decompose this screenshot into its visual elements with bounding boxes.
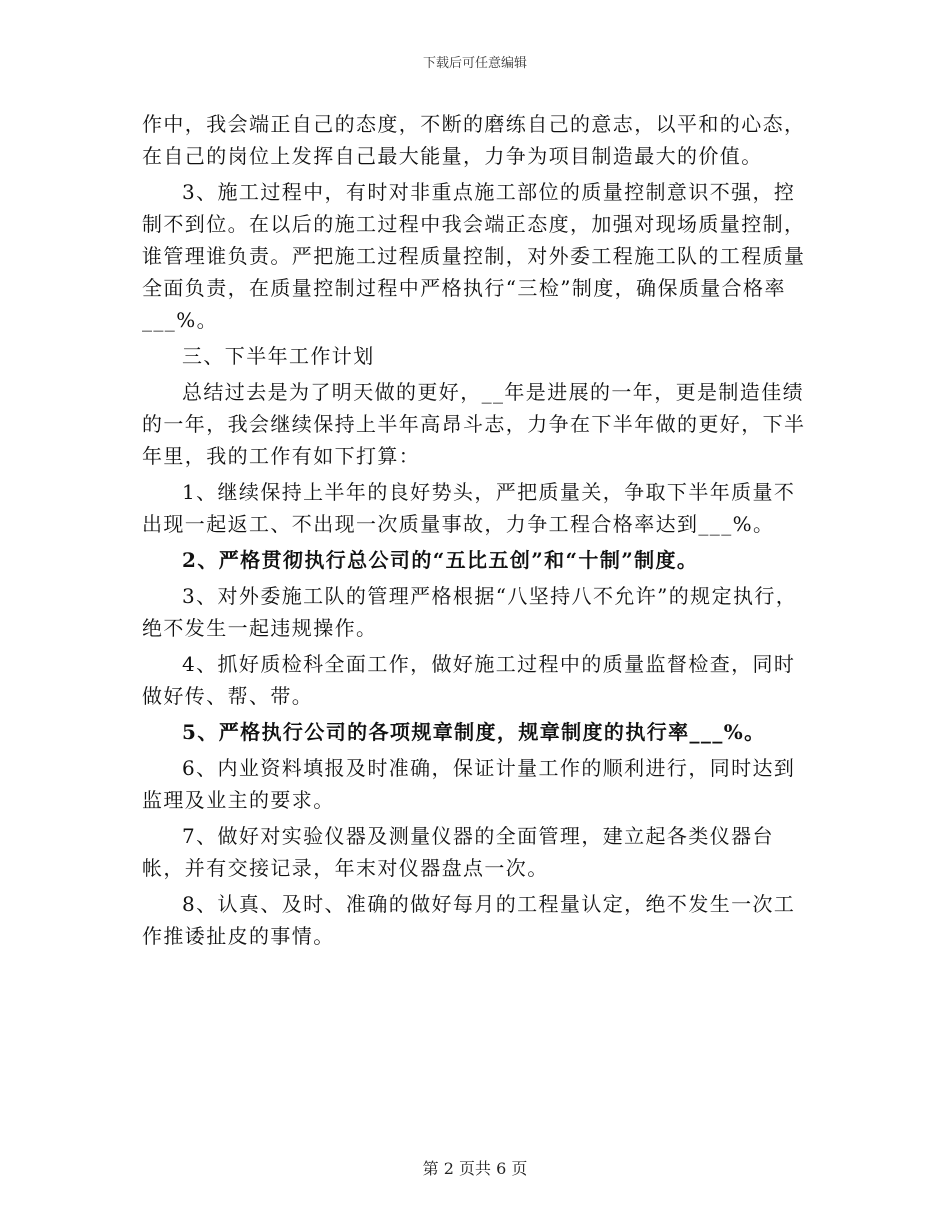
plan-item-3: 3、对外委施工队的管理严格根据“八坚持八不允许”的规定执行，绝不发生一起违规操作。 [142,584,798,640]
paragraph-2: 3、施工过程中，有时对非重点施工部位的质量控制意识不强，控制不到位。在以后的施工过程中我会端正态度，加强对现场质量控制，谁管理谁负责。严把施工过程质量控制，对外委工程施工队的工程质量全面负责，在质量控制过程中严格执行“三检”制度，确保质量合格率___%。 [142,180,806,332]
document-body [142,108,814,956]
page-header: 下载后可任意编辑 [422,56,527,71]
paragraph-1: 作中，我会端正自己的态度，不断的磨练自己的意志，以平和的心态，在自己的岗位上发挥自己最大能量，力争为项目制造最大的价值。 [142,112,806,168]
plan-item-1: 1、继续保持上半年的良好势头，严把质量关，争取下半年质量不出现一起返工、不出现一次质量事故，力争工程合格率达到___%。 [142,480,796,536]
plan-item-4: 4、抓好质检科全面工作，做好施工过程中的质量监督检查，同时做好传、帮、带。 [142,652,796,708]
section-heading-3: 三、下半年工作计划 [182,344,375,368]
plan-item-5: 5、严格执行公司的各项规章制度，规章制度的执行率___%。 [182,720,766,744]
plan-item-2: 2、严格贯彻执行总公司的“五比五创”和“十制”制度。 [182,548,699,572]
page-footer: 第 2 页共 6 页 [422,1159,528,1178]
paragraph-4: 总结过去是为了明天做的更好，__年是进展的一年，更是制造佳绩的一年，我会继续保持上半年高昂斗志，力争在下半年做的更好，下半年里，我的工作有如下打算： [142,380,806,468]
plan-item-6: 6、内业资料填报及时准确，保证计量工作的顺利进行，同时达到监理及业主的要求。 [142,756,796,812]
plan-item-7: 7、做好对实验仪器及测量仪器的全面管理，建立起各类仪器台帐，并有交接记录，年末对仪器盘点一次。 [142,824,774,880]
plan-item-8: 8、认真、及时、准确的做好每月的工程量认定，绝不发生一次工作推诿扯皮的事情。 [142,892,796,948]
